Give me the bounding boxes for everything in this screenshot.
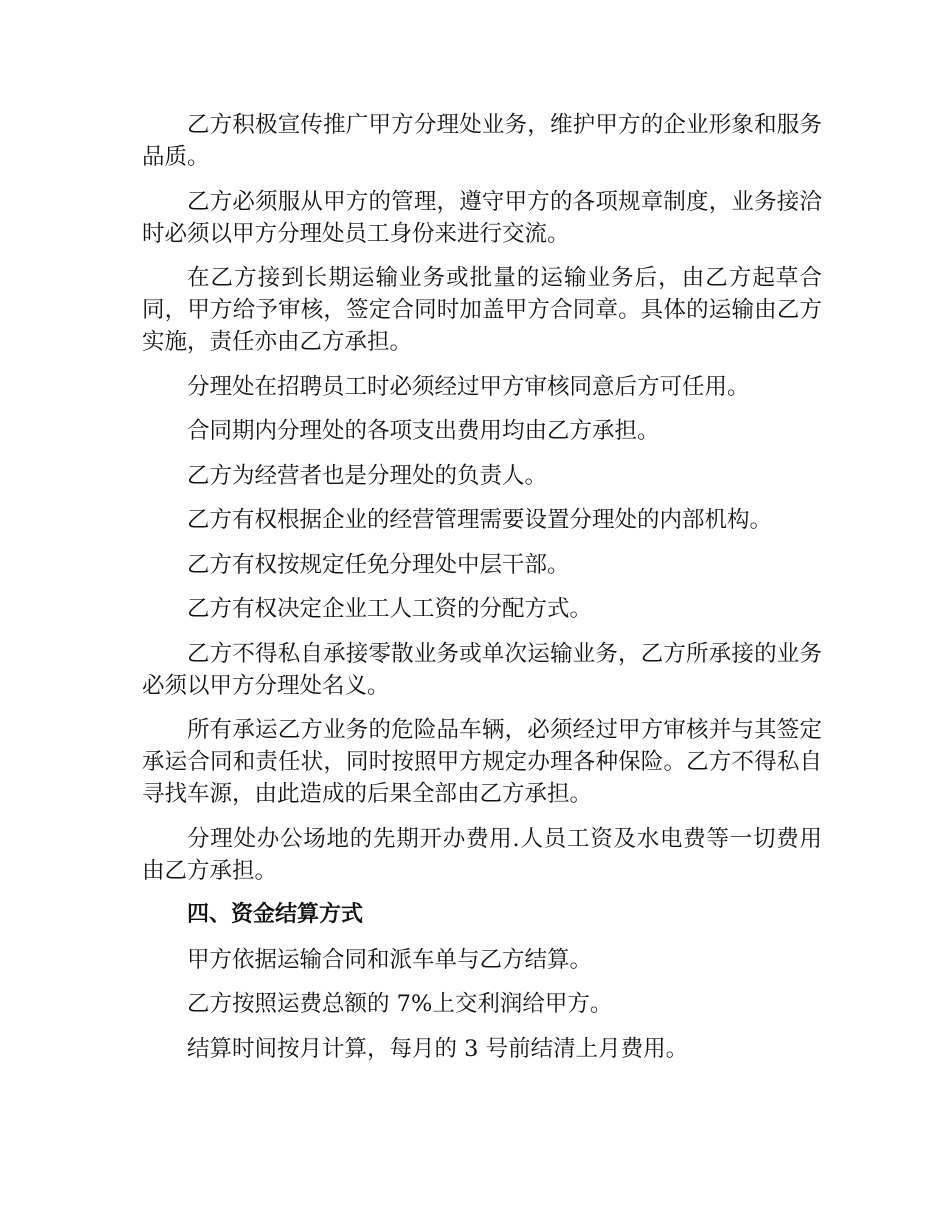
paragraph-8: 乙方有权按规定任免分理处中层干部。 (187, 551, 570, 578)
paragraph-6: 乙方为经营者也是分理处的负责人。 (187, 462, 548, 489)
paragraph-3: 在乙方接到长期运输业务或批量的运输业务后，由乙方起草合同，甲方给予审核，签定合同时加盖甲方合同章。具体的运输由乙方实施，责任亦由乙方承担。 (142, 265, 822, 355)
paragraph-1: 乙方积极宣传推广甲方分理处业务，维护甲方的企业形象和服务品质。 (142, 112, 822, 170)
paragraph-7: 乙方有权根据企业的经营管理需要设置分理处的内部机构。 (187, 507, 773, 533)
paragraph-9: 乙方有权决定企业工人工资的分配方式。 (187, 596, 593, 622)
section-paragraph-3: 结算时间按月计算，每月的 3 号前结清上月费用。 (187, 1035, 689, 1062)
paragraph-5: 合同期内分理处的各项支出费用均由乙方承担。 (187, 418, 660, 444)
section-paragraph-2: 乙方按照运费总额的 7%上交利润给甲方。 (187, 991, 613, 1017)
document-body (142, 109, 822, 1077)
paragraph-11: 所有承运乙方业务的危险品车辆，必须经过甲方审核并与其签定承运合同和责任状，同时按照甲方规定办理各种保险。乙方不得私自寻找车源，由此造成的后果全部由乙方承担。 (142, 717, 822, 807)
paragraph-4: 分理处在招聘员工时必须经过甲方审核同意后方可任用。 (187, 373, 750, 400)
section-heading: 四、资金结算方式 (187, 902, 364, 927)
section-paragraph-1: 甲方依据运输合同和派车单与乙方结算。 (187, 946, 593, 973)
paragraph-10: 乙方不得私自承接零散业务或单次运输业务，乙方所承接的业务必须以甲方分理处名义。 (142, 640, 822, 699)
paragraph-2: 乙方必须服从甲方的管理，遵守甲方的各项规章制度，业务接洽时必须以甲方分理处员工身份来进行交流。 (142, 188, 822, 247)
paragraph-12: 分理处办公场地的先期开办费用.人员工资及水电费等一切费用由乙方承担。 (142, 825, 822, 884)
